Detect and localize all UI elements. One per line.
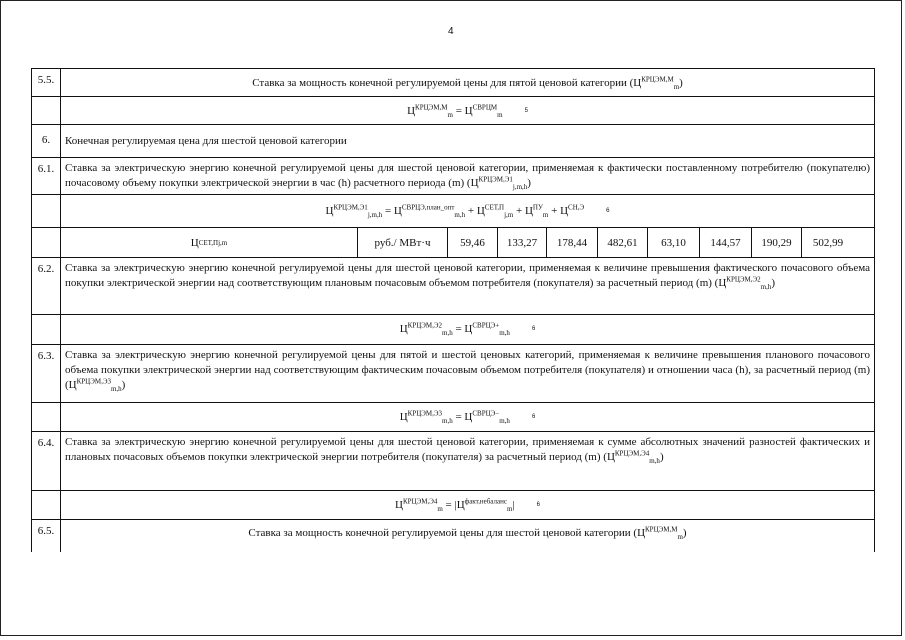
- formula: [61, 195, 874, 222]
- row-6: [32, 125, 874, 158]
- f: m: [542, 211, 549, 220]
- paren: ): [771, 277, 775, 289]
- row-text: [61, 520, 874, 544]
- paren: ): [527, 177, 531, 189]
- row-6-4: [32, 432, 874, 491]
- f: КРЦЭМ,Э1: [333, 203, 368, 212]
- f: m,h: [442, 417, 453, 426]
- sub: m,h: [760, 283, 772, 292]
- f: ПУ: [532, 203, 543, 212]
- f: Ц: [395, 499, 403, 512]
- f: СЕТ,П: [484, 203, 505, 212]
- formula: [61, 97, 874, 122]
- value-cell: 178,44: [546, 228, 597, 258]
- tariff-table: [31, 68, 875, 552]
- text: Ставка за электрическую энергию конечной регулируемой цены для шестой ценовой категории, применяемая к величине превышения фактического почасового объема покупки электрической энергии над соответствующим плановым почасовым объемом потребителя (покупателя) за расчетный период (m) (Ц: [65, 262, 870, 289]
- values-unit: руб./ МВт·ч: [357, 228, 447, 258]
- row-5-5-formula: [32, 97, 874, 125]
- row-number: 6.1.: [32, 158, 61, 194]
- f: m,h: [442, 329, 453, 338]
- sub: m: [677, 533, 683, 542]
- row-number-empty: [32, 228, 61, 257]
- paren: ): [659, 451, 664, 463]
- value-cell: 502,99: [801, 228, 854, 258]
- row-6-3-formula: [32, 403, 874, 432]
- row-6-2: [32, 258, 874, 315]
- sup: КРЦЭМ,Э1: [478, 175, 513, 184]
- row-number-empty: [32, 315, 61, 344]
- row-5-5: [32, 69, 874, 97]
- value-cell: 63,10: [647, 228, 699, 258]
- footnote-mark: 6: [536, 502, 540, 508]
- f: j,m,h: [367, 211, 383, 220]
- text: Ставка за электрическую энергию конечной регулируемой цены для пятой и шестой ценовых категорий, применяемая к величине превышения планового почасового объема покупки электрической энергии над соответствующим фактическим почасовым объемом потребителя (покупателя) и отношении часа (h), за расчетный период (m) (Ц: [65, 349, 870, 391]
- values-table: [61, 228, 874, 258]
- text: Ставка за электрическую энергию конечной регулируемой цены для шестой ценовой категории, применяемая к сумме абсолютных значений разностей фактических и плановых почасовых объемов покупки электрической энергии потребителя (покупателя) за расчетный период (m) (Ц: [65, 436, 870, 463]
- row-text: Конечная регулируемая цена для шестой ценовой категории: [65, 135, 347, 147]
- value-cell: 59,46: [447, 228, 497, 258]
- sup: КРЦЭМ,Э3: [76, 377, 111, 386]
- sub: j,m,h: [512, 183, 528, 192]
- f: + Ц: [548, 205, 569, 218]
- row-text: [61, 345, 874, 396]
- f: Ц: [325, 205, 334, 218]
- f: = Ц: [452, 411, 473, 424]
- sup: КРЦЭМ,М: [645, 525, 678, 534]
- f: j,m: [504, 211, 514, 220]
- row-6-1-values: [32, 228, 874, 258]
- row-number: 6.3.: [32, 345, 61, 402]
- f: КРЦЭМ,М: [415, 103, 448, 112]
- f: = Ц: [452, 323, 473, 336]
- values-label: Ц СЕТ,П j,m: [190, 237, 228, 249]
- f: КРЦЭМ,Э3: [407, 409, 443, 418]
- f: m,h: [499, 417, 510, 426]
- formula: [61, 403, 874, 428]
- f: СВРЦМ: [472, 103, 498, 112]
- paren: ): [679, 77, 683, 89]
- row-number: 6.: [32, 125, 61, 157]
- f: СН,Э: [568, 203, 585, 212]
- f: КРЦЭМ,Э4: [403, 497, 438, 506]
- f: m,h: [454, 211, 466, 220]
- value-cell: 133,27: [497, 228, 546, 258]
- footnote-mark: 6: [531, 326, 536, 332]
- f: СВРЦЭ−: [472, 409, 500, 418]
- row-6-4-formula: [32, 491, 874, 520]
- text: Ставка за мощность конечной регулируемой цены для шестой ценовой категории (Ц: [248, 527, 646, 539]
- f: = Ц: [452, 105, 473, 118]
- row-number-empty: [32, 97, 61, 124]
- sub: m,h: [110, 385, 122, 394]
- f: КРЦЭМ,Э2: [407, 321, 443, 330]
- f: |: [512, 499, 515, 512]
- value-cell: 144,57: [699, 228, 751, 258]
- paren: ): [121, 379, 126, 391]
- formula: [61, 315, 874, 340]
- sup: КРЦЭМ,М: [641, 75, 674, 84]
- sub: m,h: [649, 457, 660, 466]
- paren: ): [682, 527, 687, 539]
- footnote-mark: 6: [606, 208, 610, 214]
- f: m: [447, 111, 453, 120]
- row-text: [61, 432, 874, 468]
- footnote-mark: 6: [531, 414, 536, 420]
- footnote-mark: 5: [524, 108, 528, 114]
- f: m: [506, 505, 513, 514]
- f: + Ц: [465, 205, 485, 218]
- formula: [61, 491, 874, 516]
- row-number-empty: [32, 403, 61, 431]
- row-6-5: [32, 520, 874, 552]
- row-number: 6.5.: [32, 520, 61, 552]
- row-number-empty: [32, 195, 61, 227]
- text: Ставка за электрическую энергию конечной регулируемой цены для шестой ценовой категории, применяемая к фактически поставленному потребителю (покупателю) почасовому объему покупки электрической энергии в час (h) расчетного периода (m) (Ц: [65, 162, 870, 189]
- f: = Ц: [382, 205, 402, 218]
- sup: КРЦЭМ,Э4: [614, 449, 650, 458]
- f: СВРЦЭ,план_опт: [401, 203, 455, 212]
- f: факт,небаланс: [464, 497, 507, 506]
- row-text: [61, 158, 874, 194]
- f: m: [437, 505, 443, 514]
- f: Ц: [399, 323, 408, 336]
- row-6-1: [32, 158, 874, 195]
- sub: m: [673, 83, 680, 92]
- f: m,h: [499, 329, 510, 338]
- f: Ц: [407, 105, 416, 118]
- f: Ц: [399, 411, 408, 424]
- row-6-1-formula: [32, 195, 874, 228]
- f: + Ц: [513, 205, 533, 218]
- row-number: 6.2.: [32, 258, 61, 314]
- value-cell: 190,29: [751, 228, 801, 258]
- sup: КРЦЭМ,Э2: [726, 275, 761, 284]
- row-number: 5.5.: [32, 69, 61, 96]
- text: Ставка за мощность конечной регулируемой цены для пятой ценовой категории (Ц: [252, 77, 642, 89]
- row-text: [61, 69, 874, 94]
- page-number: 4: [448, 26, 454, 37]
- row-number-empty: [32, 491, 61, 519]
- row-6-2-formula: [32, 315, 874, 345]
- row-text: [61, 258, 874, 294]
- row-6-3: [32, 345, 874, 403]
- row-number: 6.4.: [32, 432, 61, 490]
- t: Ц: [190, 237, 199, 249]
- f: = |Ц: [442, 499, 465, 512]
- f: m: [497, 111, 503, 120]
- f: СВРЦЭ+: [472, 321, 500, 330]
- value-cell: 482,61: [597, 228, 647, 258]
